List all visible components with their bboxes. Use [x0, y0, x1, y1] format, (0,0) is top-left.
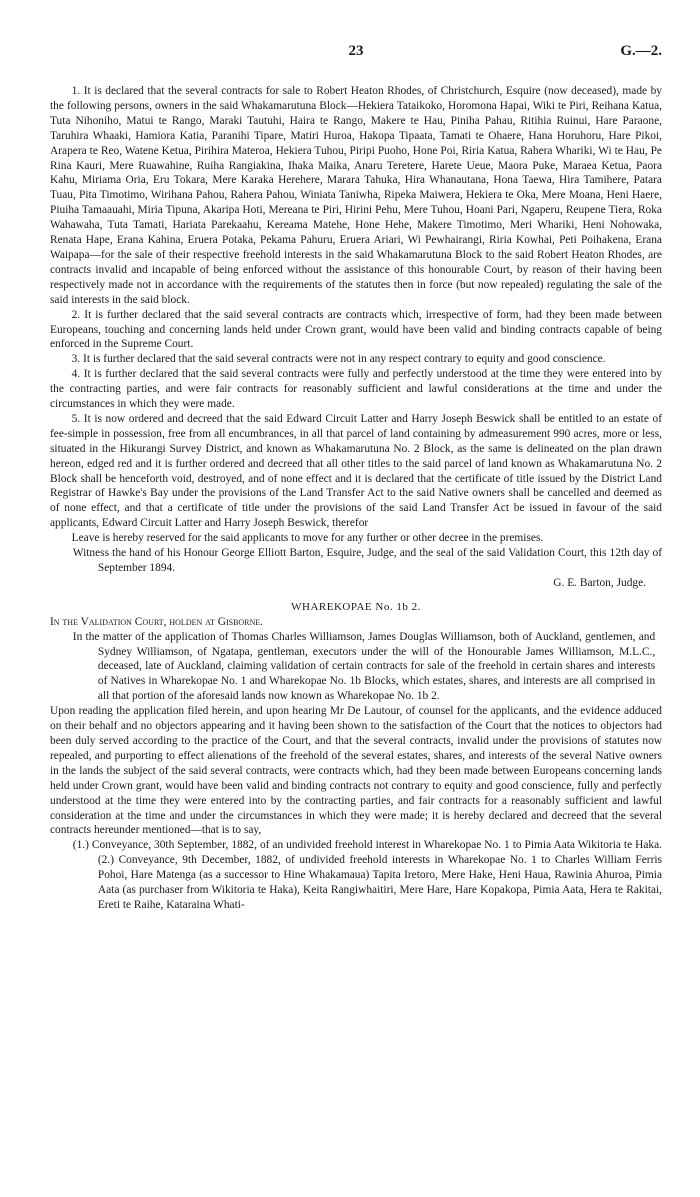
document-code: G.—2. [620, 43, 662, 59]
paragraph-2: 2. It is further declared that the said several contracts are contracts which, irrespective of form, had they been made between Europeans, touching and concerning lands held under Crown grant, would have been valid and binding contracts capable of being enforced in the Supreme Court. [50, 308, 662, 351]
paragraph-3: 3. It is further declared that the said several contracts were not in any respect contrary to equity and good conscience. [71, 353, 606, 366]
page-number: 23 [348, 43, 364, 59]
paragraph-5: 5. It is now ordered and decreed that the said Edward Circuit Latter and Harry Joseph Beswick shall be entitled to an estate of fee-simple in possession, free from all encumbrances, in all that parcel of land containing by admeasurement 990 acres, more or less, situated in the Hikurangi Survey District, and known as Whakamarutuna No. 2 Block, as the same is delineated on the plan drawn hereon, edged red and it is further ordered and decreed that all other titles to the said parcel of land known as Whakamarutuna No. 2 Block shall be henceforth void, destroyed, and of none effect and it is declared that the certificate of title issued by the District Land Registrar of Hawke's Bay under the provisions of the Land Transfer Act to the said Native owners shall be cancelled and deemed as of none effect, and that a certificate of title under the provisions of the said Land Transfer Act be issued in favour of the said applicants, Edward Circuit Latter and Harry Joseph Beswick, therefor [50, 412, 662, 530]
judge-signature: G. E. Barton, Judge. [553, 576, 646, 589]
matter-paragraph: In the matter of the application of Thomas Charles Williamson, James Douglas Williamson, both of Auckland, gentlemen, and Sydney Williamson, of Ngatapa, gentleman, executors under the will of the Honourable James Williamson, M.L.C., deceased, late of Auckland, claiming validation of certain contracts for sale of the freehold in certain shares and interests of Natives in Wharekopae No. 1 and Wharekopae No. 1b Blocks, which estates, shares, and interests are all comprised in all that portion of the aforesaid lands now known as Wharekopae No. 1b 2. [72, 630, 656, 703]
upon-paragraph: Upon reading the application filed herein, and upon hearing Mr De Lautour, of counsel for the applicants, and the evidence adduced on their behalf and no objectors appearing and it having been shown to the satisfaction of the Court that the notices to objectors had been duly served according to the practice of the Court, and that the several contracts, invalid under the provisions of statutes now repealed, and purporting to effect alienations of the freehold of the several estates, shares, and interests of the several Native owners in the lands the subject of the said several contracts, were contracts which, had they been made between Europeans concerning lands held under Crown grant, would have been valid and binding contracts not contrary to equity and good conscience, fully and perfectly understood at the time they were entered into by the contracting parties, and fair contracts for a reasonably sufficient and lawful consideration at the time and under the circumstances in which they were made; it is hereby declared and decreed that the several contracts hereunder mentioned—that is to say, [50, 705, 662, 837]
witness-paragraph: Witness the hand of his Honour George Elliott Barton, Esquire, Judge, and the seal of the said Validation Court, this 12th day of September 1894. [72, 547, 662, 574]
page-header [50, 44, 662, 84]
paragraph-1: 1. It is declared that the several contracts for sale to Robert Heaton Rhodes, of Christchurch, Esquire (now deceased), made by the following persons, owners in the said Whakamarutuna Block—Hekiera Tataikoko, Horomona Hapai, Wiki te Piri, Reihana Katua, Tuta Nihoniho, Matui te Rango, Maraki Tautuhi, Haira te Rango, Makere te Hau, Piniha Pahau, Ritihia Ruinui, Hare Paraone, Taruhira Whaaki, Hamiora Katia, Paranihi Tipare, Matiri Huroa, Hakopa Tipaata, Tamati te Ohaere, Hana Horuhoru, Hare Pikoi, Arapera te Reo, Watene Ketua, Pirihira Materoa, Hekiera Tuhou, Piripi Puoho, Hone Poi, Riria Katua, Rahera Whariki, Wi te Hau, Pe Rina Kauri, Mere Ruawahine, Ruiha Rangiakina, Ihaka Maika, Anaru Teretere, Harete Ueue, Maora Puke, Maraea Ketua, Paora Kahu, Miriama Oria, Eru Tokara, Mere Karaka Herehere, Marara Tahuka, Hira Whanautana, Hona Taewa, Hira Tamihere, Patara Tuau, Pita Timotimo, Wirihana Pahou, Rahera Pahou, Winiata Taniwha, Ripeka Maiwera, Hekiera te Oka, Mere Moana, Heni Haere, Piuiha Tamaauahi, Miria Tipuna, Akaripa Hoti, Mereana te Piri, Hirini Pehu, Mere Tuhou, Hoani Pari, Ngaperu, Reupene Tiera, Roka Wahawaha, Tuta Tamati, Hariata Parekaahu, Kereama Matehe, Hone Hehe, Makere Timotimo, Meri Whariki, Heni Nohowaka, Renata Hape, Erana Kahina, Eruera Potaka, Pekama Pahuru, Eruera Ariari, Wi Pewhairangi, Riria Kowhai, Peti Poihakena, Erana Waipapa—for the sale of their respective freehold interests in the said Whakamarutuna Block to the said Robert Heaton Rhodes, are contracts invalid and incapable of being enforced without the assistance of this honourable Court, by reason of their having been respectively made not in accordance with the requirements of the statutes then in force (but now repealed) regulating the sale of the said interests in the said block. [50, 85, 662, 306]
section-title: WHAREKOPAE No. 1b 2. [291, 600, 421, 613]
conveyance-item-1: (1.) Conveyance, 30th September, 1882, of an undivided freehold interest in Wharekopae No. 1 to Pimia Aata Wikitoria te Haka. (2.) Conveyance, 9th December, 1882, of undivided freehold interests in Wharekopae No. 1 to Charles William Ferris Pohoi, Hare Matenga (as a successor to Hine Whakamaua) Tapita Iretoro, Mere Hake, Heni Haua, Rawinia Ahuroa, Pimia Aata (as purchaser from Wikitoria te Haka), Keita Rangiwhaitiri, Mere Hare, Hare Kopakopa, Pimia Aata, Hera te Rakitai, Ereti te Raihe, Kataraina Whati- [72, 839, 662, 911]
court-heading: In the Validation Court, holden at Gisborne. [50, 615, 264, 628]
paragraph-4: 4. It is further declared that the said several contracts were fully and perfectly understood at the time they were entered into by the contracting parties, and were fair contracts for reasonably sufficient and lawful considerations at the time and under the circumstances in which they were made. [50, 368, 662, 411]
leave-paragraph: Leave is hereby reserved for the said applicants to move for any further or other decree in the premises. [71, 532, 544, 545]
